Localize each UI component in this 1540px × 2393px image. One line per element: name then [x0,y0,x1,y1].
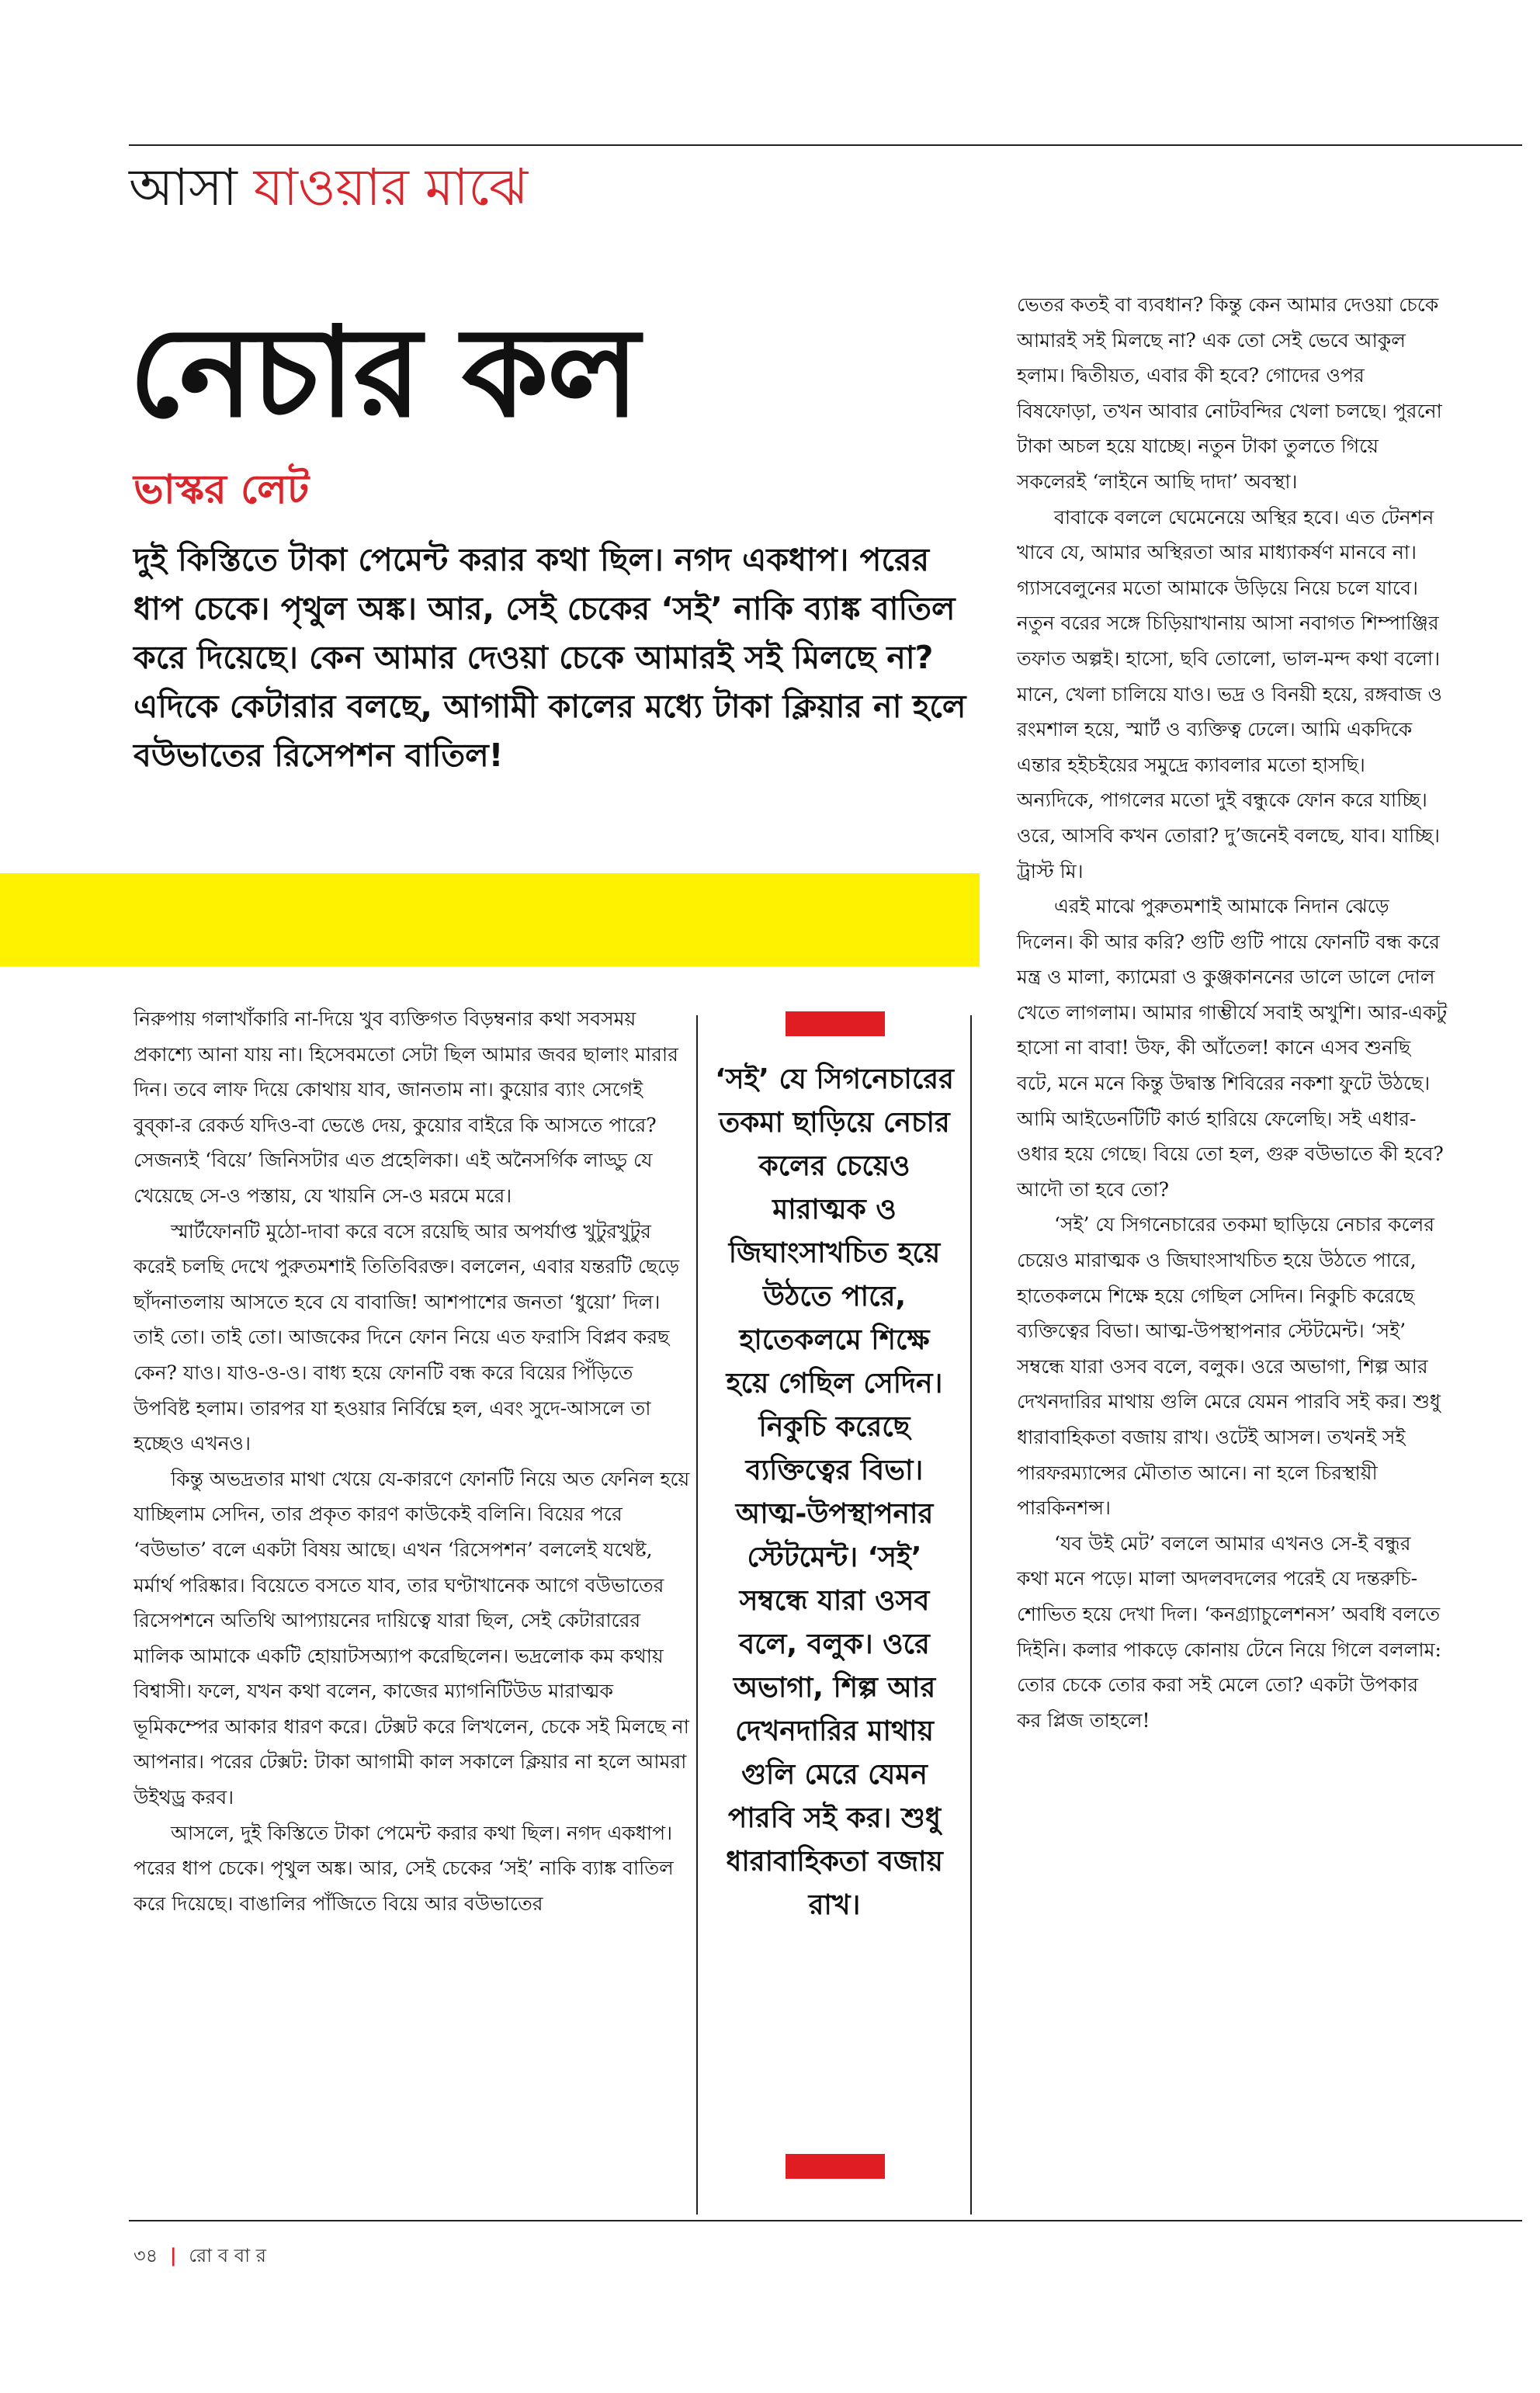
right-paragraph: বাবাকে বললে ঘেমেনেয়ে অস্থির হবে। এত টেনশন খাবে যে, আমার অস্থিরতা আর মাধ্যাকর্ষণ মানবে না। গ্যাসবেলুনের মতো আমাকে উড়িয়ে নিয়ে চলে যাবে। নতুন বরের সঙ্গে চিড়িয়াখানায় আসা নবাগত শিম্পাঞ্জির তফাত অল্পই। হাসো, ছবি তোলো, ভাল-মন্দ কথা বলো। মানে, খেলা চালিয়ে যাও। ভদ্র ও বিনয়ী হয়ে, রঙ্গবাজ ও রংমশাল হয়ে, স্মার্ট ও ব্যক্তিত্ব ঢেলে। আমি একদিকে এন্তার হইচইয়ের সমুদ্রে ক্যাবলার মতো হাসছি। অন্যদিকে, পাগলের মতো দুই বন্ধুকে ফোন করে যাচ্ছি। ওরে, আসবি কখন তোরা? দু’জনেই বলছে, যাব। যাচ্ছি। ট্রাস্ট মি। [1017,505,1442,883]
pullquote-bottom-bar [786,2154,885,2179]
right-column [1017,287,1448,1738]
highlight-band [0,873,980,966]
left-column [134,1001,692,1921]
column-divider [970,1015,972,2214]
top-rule [129,144,1522,146]
pullquote-top-bar [786,1011,885,1036]
bottom-rule [129,2220,1522,2221]
right-paragraph: এরই মাঝে পুরুতমশাই আমাকে নিদান ঝেড়ে দিলেন। কী আর করি? গুটি গুটি পায়ে ফোনটি বন্ধ করে মন্ত্র ও মালা, ক্যামেরা ও কুঞ্জকাননের ডালে ডালে দোল খেতে লাগলাম। আমার গাম্ভীর্যে সবাই অখুশি। আর-একটু হাসো না বাবা! উফ, কী আঁতেল! কানে এসব শুনছি বটে, মনে মনে কিন্তু উদ্বাস্ত শিবিরের নকশা ফুটে উঠছে। আমি আইডেনটিটি কার্ড হারিয়ে ফেলেছি। সই এধার-ওধার হয়ে গেছে। বিয়ে তো হল, গুরু বউভাতে কী হবে? আদৌ তা হবে তো? [1017,895,1448,1201]
left-paragraph: কিন্তু অভদ্রতার মাথা খেয়ে যে-কারণে ফোনটি নিয়ে অত ফেনিল হয়ে যাচ্ছিলাম সেদিন, তার প্রকৃত কারণ কাউকেই বলিনি। বিয়ের পরে ‘বউভাত’ বলে একটা বিষয় আছে। এখন ‘রিসেপশন’ বললেই যথেষ্ট, মর্মার্থ পরিষ্কার। বিয়েতে বসতে যাব, তার ঘণ্টাখানেক আগে বউভাতের রিসেপশনে অতিথি আপ্যায়নের দায়িত্বে যারা ছিল, সেই কেটারারের মালিক আমাকে একটি হোয়াটসঅ্যাপ করেছিলেন। ভদ্রলোক কম কথায় বিশ্বাসী। ফলে, যখন কথা বলেন, কাজের ম্যাগনিটিউড মারাত্মক ভূমিকম্পের আকার ধারণ করে। টেক্সট করে লিখলেন, চেকে সই মিলছে না আপনার। পরের টেক্সট: টাকা আগামী কাল সকালে ক্লিয়ার না হলে আমরা উইথড্র করব। [134,1467,690,1809]
left-paragraph: স্মার্টফোনটি মুঠো-দাবা করে বসে রয়েছি আর অপর্যাপ্ত খুটুরখুটুর করেই চলছি দেখে পুরুতমশাই তিতিবিরক্ত। বললেন, এবার যন্তরটি ছেড়ে ছাঁদনাতলায় আসতে হবে যে বাবাজি! আশপাশের জনতা ‘ধুয়ো’ দিল। তাই তো। তাই তো। আজকের দিনে ফোন নিয়ে এত ফরাসি বিপ্লব করছ কেন? যাও। যাও-ও-ও। বাধ্য হয়ে ফোনটি বন্ধ করে বিয়ের পিঁড়িতে উপবিষ্ট হলাম। তারপর যা হওয়ার নির্বিঘ্নে হল, এবং সুদে-আসলে তা হচ্ছেও এখনও। [134,1219,680,1455]
left-paragraph: নিরুপায় গলাখাঁকারি না-দিয়ে খুব ব্যক্তিগত বিড়ম্বনার কথা সবসময় প্রকাশ্যে আনা যায় না। হিসেবমতো সেটা ছিল আমার জবর ছালাং মারার দিন। তবে লাফ দিয়ে কোথায় যাব, জানতাম না। কুয়োর ব্যাং সেগেই বুব্কা-র রেকর্ড যদিও-বা ভেঙে দেয়, কুয়োর বাইরে কি আসতে পারে? সেজন্যই ‘বিয়ে’ জিনিসটার এত প্রহেলিকা। এই অনৈসর্গিক লাড্ডু যে খেয়েছে সে-ও পস্তায়, যে খায়নি সে-ও মরমে মরে। [134,1007,678,1207]
right-paragraph: ‘যব উই মেট’ বললে আমার এখনও সে-ই বন্ধুর কথা মনে পড়ে। মালা অদলবদলের পরেই যে দন্তরুচি-শোভিত হয়ে দেখা দিল। ‘কনগ্র্যাচুলেশনস’ অবধি বলতে দিইনি। কলার পাকড়ে কোনায় টেনে নিয়ে গিলে বললাম: তোর চেকে তোর করা সই মেলে তো? একটা উপকার কর প্লিজ তাহলে! [1017,1531,1441,1732]
author-byline: ভাস্কর লেট [134,466,310,513]
standfirst: দুই কিস্তিতে টাকা পেমেন্ট করার কথা ছিল। নগদ একধাপ। পরের ধাপ চেকে। পৃথুল অঙ্ক। আর, সেই চেকের ‘সই’ নাকি ব্যাঙ্ক বাতিল করে দিয়েছে। কেন আমার দেওয়া চেকে আমারই সই মিলছে না? এদিকে কেটারার বলছে, আগামী কালের মধ্যে টাকা ক্লিয়ার না হলে বউভাতের রিসেপশন বাতিল! [134,541,966,774]
section-title [129,160,528,217]
left-paragraph: আসলে, দুই কিস্তিতে টাকা পেমেন্ট করার কথা ছিল। নগদ একধাপ। পরের ধাপ চেকে। পৃথুল অঙ্ক। আর, সেই চেকের ‘সই’ নাকি ব্যাঙ্ক বাতিল করে দিয়েছে। বাঙালির পাঁজিতে বিয়ে আর বউভাতের [134,1821,674,1915]
section-title-part1: আসা [129,158,238,217]
article-headline: নেচার কল [129,300,639,445]
page-number: ৩৪ [134,2245,158,2266]
magazine-name: রো ব বা র [189,2245,266,2266]
pullquote: ‘সই’ যে সিগনেচারের তকমা ছাড়িয়ে নেচার কলের চেয়েও মারাত্মক ও জিঘাংসাখচিত হয়ে উঠতে পারে, হাতেকলমে শিক্ষে হয়ে গেছিল সেদিন। নিকুচি করেছে ব্যক্তিত্বের বিভা। আত্ম-উপস্থাপনার স্টেটমেন্ট। ‘সই’ সম্বন্ধে যারা ওসব বলে, বলুক। ওরে অভাগা, শিল্প আর দেখনদারির মাথায় গুলি মেরে যেমন পারবি সই কর। শুধু ধারাবাহিকতা বজায় রাখ। [715,1063,954,1921]
section-title-part2: যাওয়ার মাঝে [253,158,529,217]
footer-separator: | [169,2245,177,2266]
column-divider [696,1015,698,2214]
page-footer [134,2242,266,2273]
right-paragraph: ‘সই’ যে সিগনেচারের তকমা ছাড়িয়ে নেচার কলের চেয়েও মারাত্মক ও জিঘাংসাখচিত হয়ে উঠতে পারে, হাতেকলমে শিক্ষে হয়ে গেছিল সেদিন। নিকুচি করেছে ব্যক্তিত্বের বিভা। আত্ম-উপস্থাপনার স্টেটমেন্ট। ‘সই’ সম্বন্ধে যারা ওসব বলে, বলুক। ওরে অভাগা, শিল্প আর দেখনদারির মাথায় গুলি মেরে যেমন পারবি সই কর। শুধু ধারাবাহিকতা বজায় রাখ। ওটেই আসল। তখনই সই পারফরম্যান্সের মৌতাত আনে। না হলে চিরস্থায়ী পারকিনশন্স। [1017,1213,1441,1520]
right-paragraph: ভেতর কতই বা ব্যবধান? কিন্তু কেন আমার দেওয়া চেকে আমারই সই মিলছে না? এক তো সেই ভেবে আকুল হলাম। দ্বিতীয়ত, এবার কী হবে? গোদের ওপর বিষফোড়া, তখন আবার নোটবন্দির খেলা চলছে। পুরনো টাকা অচল হয়ে যাচ্ছে। নতুন টাকা তুলতে গিয়ে সকলেরই ‘লাইনে আছি দাদা’ অবস্থা। [1017,293,1442,493]
